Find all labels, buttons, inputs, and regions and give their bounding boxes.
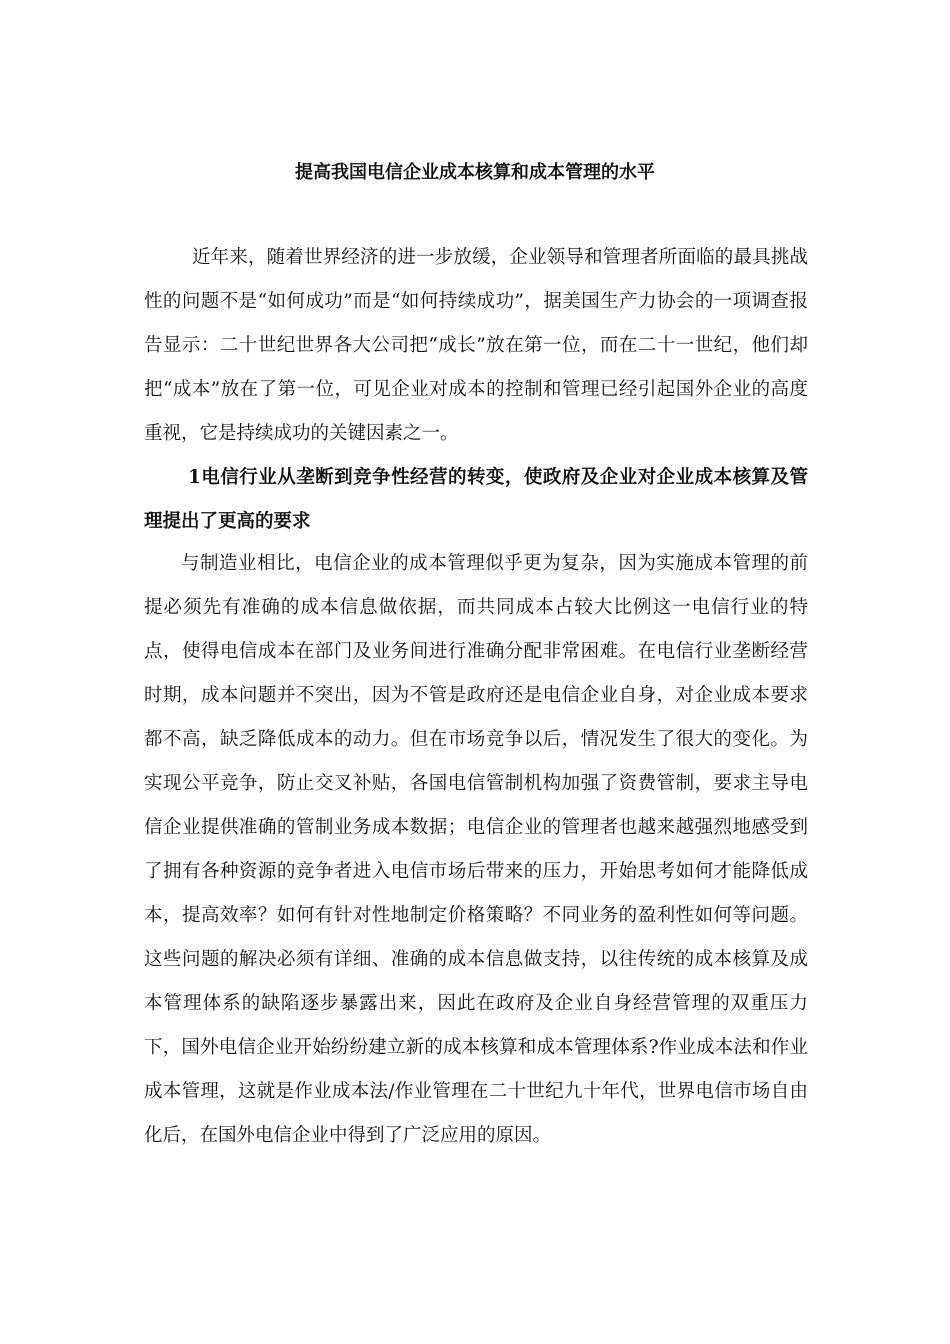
document-title: 提高我国电信企业成本核算和成本管理的水平 bbox=[295, 162, 655, 183]
section-heading: 1电信行业从垄断到竞争性经营的转变，使政府及企业对企业成本核算及管理提出了更高的要求 bbox=[144, 467, 808, 532]
body-paragraph: 与制造业相比，电信企业的成本管理似乎更为复杂，因为实施成本管理的前提必须先有准确的成本信息做依据，而共同成本占较大比例这一电信行业的特点，使得电信成本在部门及业务间进行准确分配非常困难。在电信行业垄断经营时期，成本问题并不突出，因为不管是政府还是电信企业自身，对企业成本要求都不高，缺乏降低成本的动力。但在市场竞争以后，情况发生了很大的变化。为实现公平竞争，防止交叉补贴，各国电信管制机构加强了资费管制，要求主导电信企业提供准确的管制业务成本数据；电信企业的管理者也越来越强烈地感受到了拥有各种资源的竞争者进入电信市场后带来的压力，开始思考如何才能降低成本，提高效率？如何有针对性地制定价格策略？不同业务的盈利性如何等问题。这些问题的解决必须有详细、准确的成本信息做支持，以往传统的成本核算及成本管理体系的缺陷逐步暴露出来，因此在政府及企业自身经营管理的双重压力下，国外电信企业开始纷纷建立新的成本核算和成本管理体系?作业成本法和作业成本管理，这就是作业成本法/作业管理在二十世纪九十年代，世界电信市场自由化后，在国外电信企业中得到了广泛应用的原因。 bbox=[144, 553, 808, 1146]
intro-paragraph: 近年来，随着世界经济的进一步放缓，企业领导和管理者所面临的最具挑战性的问题不是“如何成功”而是“如何持续成功”，据美国生产力协会的一项调查报告显示：二十世纪世界各大公司把“成长”放在第一位，而在二十一世纪，他们却把“成本”放在了第一位，可见企业对成本的控制和管理已经引起国外企业的高度重视，它是持续成功的关键因素之一。 bbox=[144, 247, 808, 444]
